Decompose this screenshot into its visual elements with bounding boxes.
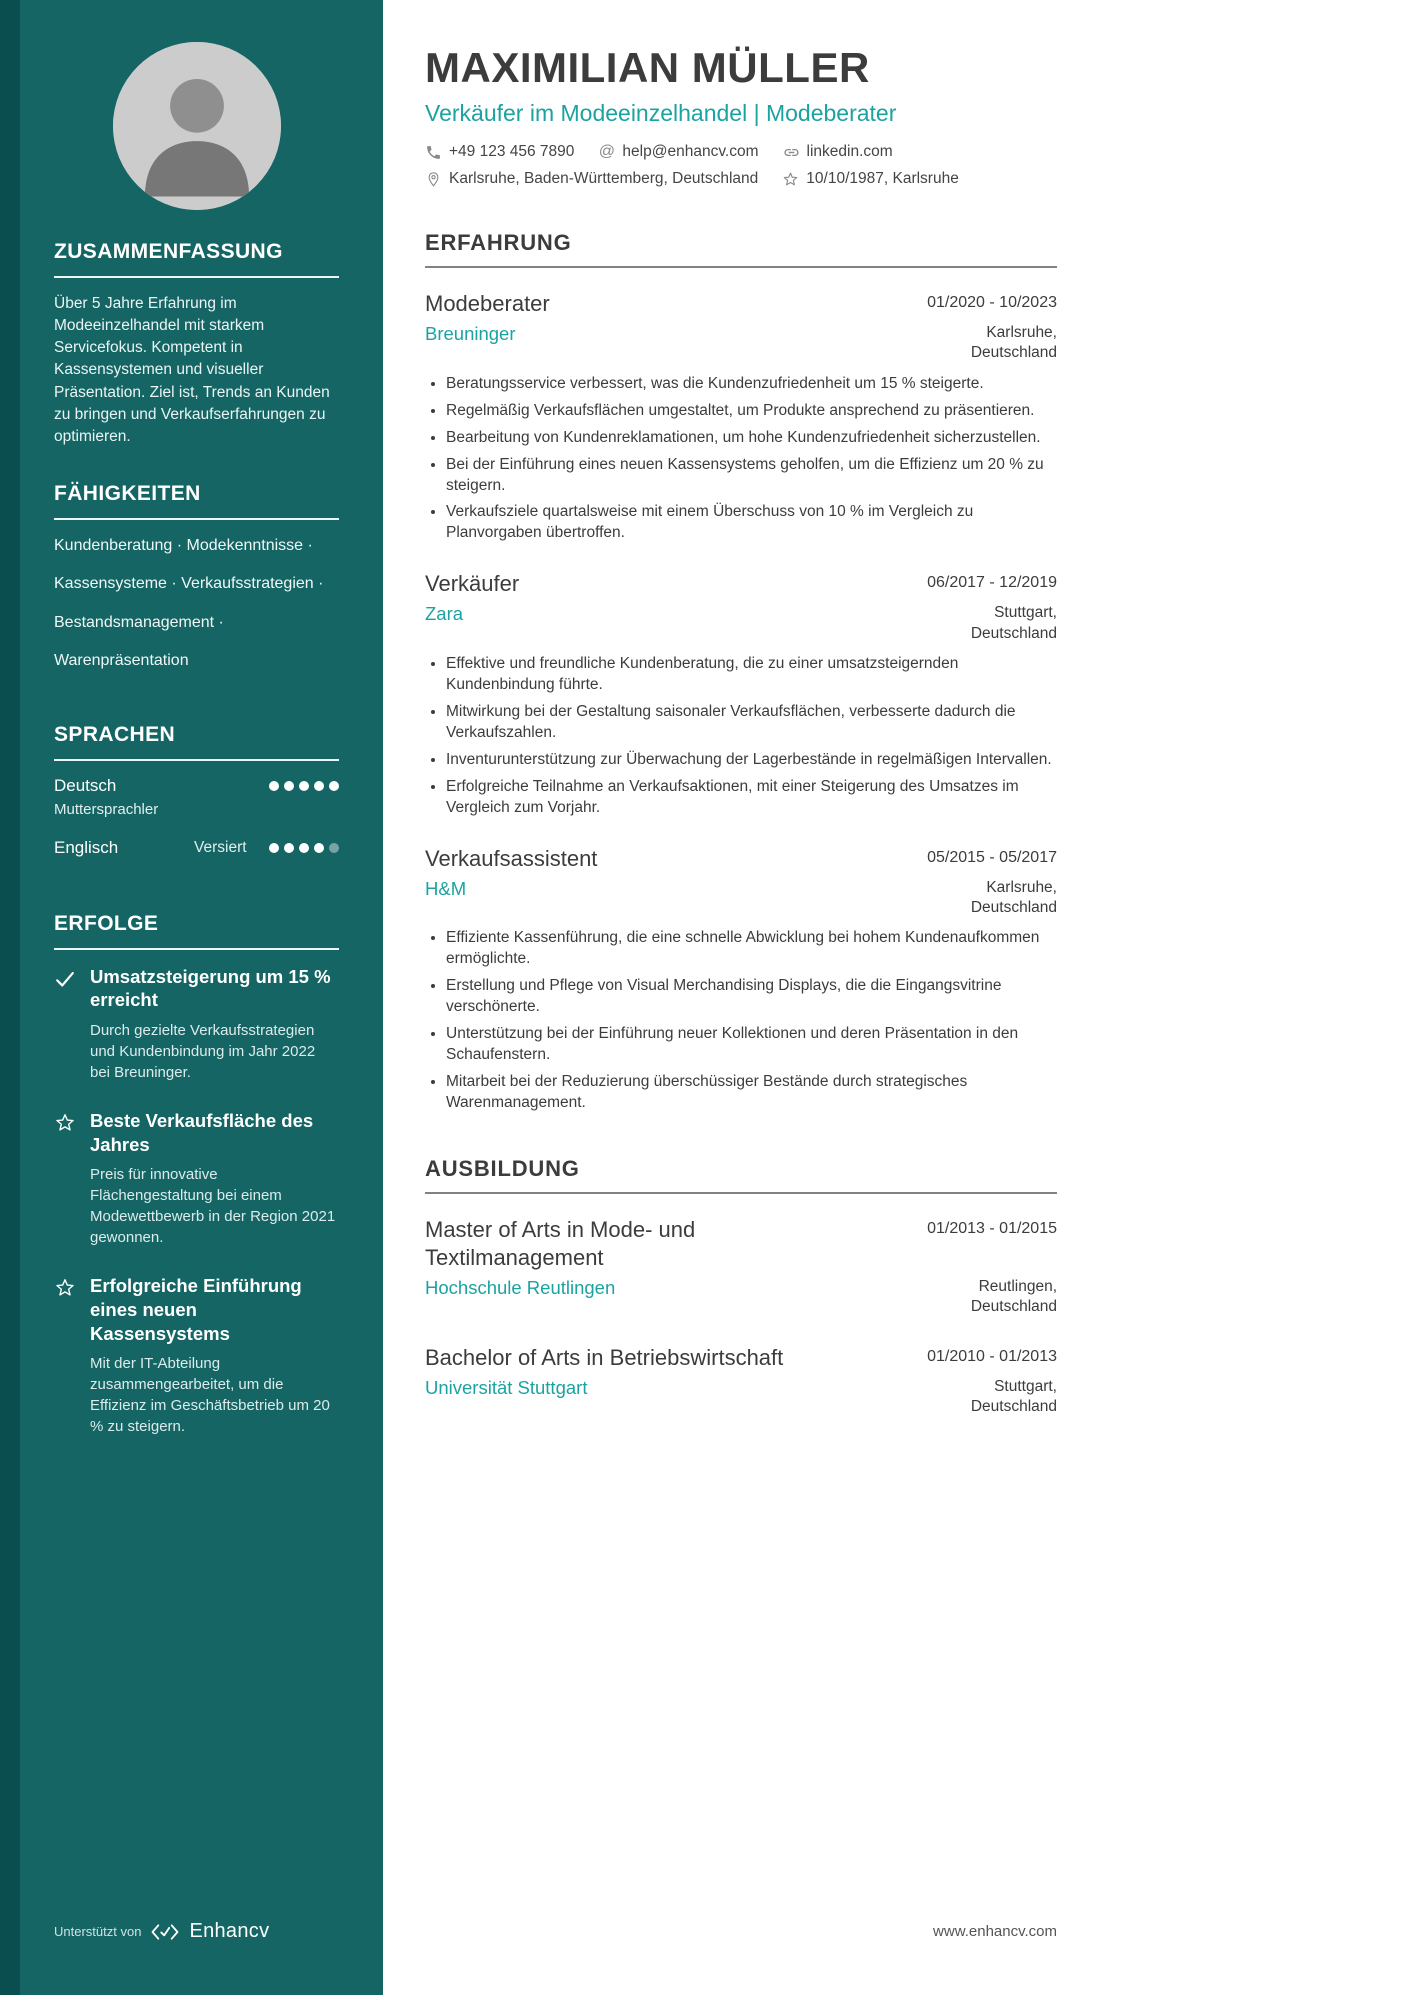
languages-section: [54, 723, 339, 878]
experience-item: [425, 570, 1057, 818]
enhancv-logo-icon: [150, 1921, 180, 1943]
education-location: Stuttgart, Deutschland: [970, 1377, 1057, 1415]
person-name: MAXIMILIAN MÜLLER: [425, 44, 870, 91]
education-heading: AUSBILDUNG: [425, 1156, 1057, 1194]
experience-heading: ERFAHRUNG: [425, 230, 1057, 268]
summary-text: Über 5 Jahre Erfahrung im Modeeinzelhandel mit starkem Servicefokus. Kompetent in Kassensystemen und visueller Präsentation. Ziel ist, Trends an Kunden zu bringen und Verkaufserfahrungen zu optimieren.: [54, 295, 330, 445]
achievement-title: Beste Verkaufsfläche des Jahres: [90, 1110, 314, 1155]
achievement-item: [54, 1274, 339, 1437]
skills-heading: FÄHIGKEITEN: [54, 482, 339, 520]
linkedin-url[interactable]: linkedin.com: [806, 143, 893, 160]
language-name: Englisch: [54, 837, 119, 857]
job-bullet: • Erstellung und Pflege von Visual Merchandising Displays, die die Eingangsvitrine verschönerte.: [446, 976, 1057, 1018]
star-icon: [54, 1277, 76, 1299]
job-location: Karlsruhe, Deutschland: [970, 323, 1057, 362]
company-name: H&M: [425, 877, 467, 899]
language-name: Deutsch: [54, 775, 117, 795]
achievement-text: Mit der IT-Abteilung zusammengearbeitet, um die Effizienz im Geschäftsbetrieb um 20 % zu steigern.: [90, 1355, 330, 1436]
achievement-item: [54, 1109, 339, 1248]
job-bullet: • Effektive und freundliche Kundenberatung, die zu einer umsatzsteigernden Kundenbindung führte.: [446, 654, 1057, 696]
job-location: Karlsruhe, Deutschland: [970, 878, 1057, 916]
job-role: Verkäufer: [425, 571, 520, 597]
location-contact: [425, 170, 758, 188]
language-level-dots: [269, 781, 339, 791]
skill-line: Bestandsmanagement ·: [54, 613, 224, 631]
job-bullet-list: [425, 374, 1057, 544]
skill-line: Warenpräsentation: [54, 652, 189, 670]
company-name: Zara: [425, 603, 464, 625]
phone-contact: [425, 143, 574, 161]
language-item: [54, 838, 339, 858]
experience-item: [425, 845, 1057, 1114]
phone-icon: [425, 144, 442, 161]
contact-row: [425, 143, 1057, 188]
job-role: Verkaufsassistent: [425, 845, 598, 871]
education-item: [425, 1344, 1057, 1418]
achievement-title: Erfolgreiche Einführung eines neuen Kassensystems: [90, 1275, 302, 1344]
job-bullet-list: [425, 654, 1057, 818]
job-dates: 01/2020 - 10/2023: [927, 294, 1057, 311]
education-location: Reutlingen, Deutschland: [970, 1277, 1057, 1316]
experience-item: [425, 290, 1057, 544]
company-name: Breuninger: [425, 322, 516, 344]
school-name: Universität Stuttgart: [425, 1376, 588, 1398]
job-bullet: • Beratungsservice verbessert, was die Kundenzufriedenheit um 15 % steigerte.: [446, 374, 1057, 395]
job-bullet-list: [425, 928, 1057, 1113]
achievements-section: [54, 912, 339, 1464]
achievements-heading: ERFOLGE: [54, 912, 339, 950]
profile-photo: [113, 42, 281, 210]
language-level-dots: [269, 843, 339, 853]
job-bullet: • Mitarbeit bei der Reduzierung überschüssiger Bestände durch strategisches Warenmanagement.: [446, 1072, 1057, 1114]
link-icon: [783, 144, 800, 161]
achievement-title: Umsatzsteigerung um 15 % erreicht: [90, 965, 331, 1011]
achievement-text: Durch gezielte Verkaufsstrategien und Kundenbindung im Jahr 2022 bei Breuninger.: [90, 1022, 316, 1081]
location-pin-icon: [425, 171, 442, 188]
language-item: [54, 776, 339, 818]
email-contact[interactable]: [598, 143, 758, 161]
languages-heading: SPRACHEN: [54, 723, 339, 761]
enhancv-brand-name: Enhancv: [189, 1920, 270, 1942]
star-icon: [54, 1112, 76, 1134]
linkedin-contact[interactable]: [783, 143, 893, 161]
job-location: Stuttgart, Deutschland: [970, 604, 1057, 642]
sidebar: [0, 0, 383, 1995]
check-icon: [54, 968, 76, 990]
education-section: [425, 1156, 1057, 1418]
education-dates: 01/2013 - 01/2015: [927, 1219, 1057, 1237]
person-silhouette-icon: [113, 42, 281, 210]
summary-section: [54, 240, 339, 448]
achievement-item: [54, 965, 339, 1083]
person-job-title: Verkäufer im Modeeinzelhandel | Modeberater: [425, 100, 897, 126]
job-dates: 06/2017 - 12/2019: [927, 574, 1057, 592]
website-link[interactable]: www.enhancv.com: [933, 1923, 1057, 1940]
main-content: [383, 0, 1410, 1995]
skill-line: Kassensysteme · Verkaufsstrategien ·: [54, 575, 324, 593]
powered-by-label: Unterstützt von: [54, 1924, 142, 1939]
job-bullet: • Unterstützung bei der Einführung neuer Kollektionen und deren Präsentation in den Schaufenstern.: [446, 1024, 1057, 1066]
job-bullet: • Verkaufsziele quartalsweise mit einem Überschuss von 10 % im Vergleich zu Planvorgaben übertroffen.: [446, 502, 1057, 544]
job-role: Modeberater: [425, 291, 550, 316]
powered-by-footer: [54, 1920, 339, 1943]
skill-line: Kundenberatung · Modekenntnisse ·: [54, 537, 313, 555]
achievement-text: Preis für innovative Flächengestaltung bei einem Modewettbewerb in der Region 2021 gewonnen.: [90, 1166, 336, 1247]
job-bullet: • Mitwirkung bei der Gestaltung saisonaler Verkaufsflächen, verbesserte dadurch die Verkaufszahlen.: [446, 702, 1057, 744]
language-level-label: Versiert: [194, 838, 247, 856]
location-text: Karlsruhe, Baden-Württemberg, Deutschland: [449, 170, 759, 187]
degree-title: Master of Arts in Mode- und Textilmanagement: [425, 1216, 696, 1270]
job-dates: 05/2015 - 05/2017: [927, 848, 1057, 866]
birthdate-text: 10/10/1987, Karlsruhe: [806, 170, 959, 187]
resume-header: [425, 44, 1057, 188]
experience-section: [425, 230, 1057, 1114]
birthdate-contact: [782, 170, 959, 188]
star-icon: [782, 171, 799, 188]
summary-heading: ZUSAMMENFASSUNG: [54, 240, 339, 278]
education-item: [425, 1216, 1057, 1318]
education-dates: 01/2010 - 01/2013: [927, 1347, 1057, 1365]
school-name: Hochschule Reutlingen: [425, 1276, 616, 1298]
email-address[interactable]: help@enhancv.com: [622, 143, 759, 160]
skills-section: [54, 482, 339, 689]
degree-title: Bachelor of Arts in Betriebswirtschaft: [425, 1344, 784, 1370]
job-bullet: • Erfolgreiche Teilnahme an Verkaufsaktionen, mit einer Steigerung des Umsatzes im Vergleich zum Vorjahr.: [446, 777, 1057, 819]
job-bullet: • Inventurunterstützung zur Überwachung der Lagerbestände in regelmäßigen Intervallen.: [446, 750, 1057, 771]
email-icon: @: [598, 143, 616, 160]
phone-number: +49 123 456 7890: [449, 143, 575, 160]
job-bullet: • Regelmäßig Verkaufsflächen umgestaltet, um Produkte ansprechend zu präsentieren.: [446, 401, 1057, 422]
language-level-label: Muttersprachler: [54, 800, 159, 818]
job-bullet: • Bei der Einführung eines neuen Kassensystems geholfen, um die Effizienz um 20 % zu steigern.: [446, 455, 1057, 497]
job-bullet: • Bearbeitung von Kundenreklamationen, um hohe Kundenzufriedenheit sicherzustellen.: [446, 428, 1057, 449]
job-bullet: • Effiziente Kassenführung, die eine schnelle Abwicklung bei hohem Kundenaufkommen ermöglichte.: [446, 928, 1057, 970]
